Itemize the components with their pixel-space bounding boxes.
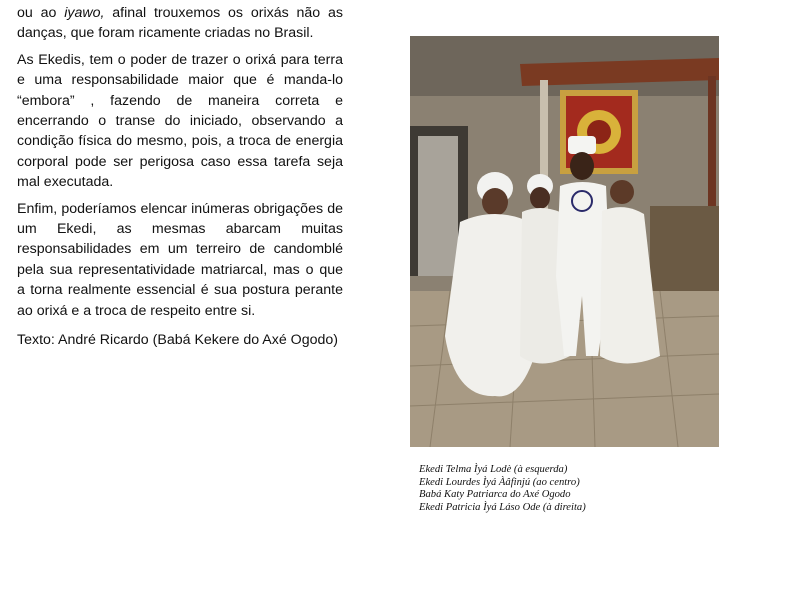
caption-line-2: Ekedi Lourdes Ìyá Àâfinjú (ao centro) (419, 476, 580, 488)
paragraph-2: As Ekedis, tem o poder de trazer o orixá para terra e uma responsabilidade maior que é manda-lo “embora” , fazendo de maneira correta e encerrando o transe do iniciado, observando a condição física do mesmo, pois, a troca de energia corporal pode ser perigosa caso essa tarefa seja mal executada. (17, 51, 343, 191)
photo-caption (419, 464, 739, 514)
canopy-post-right (708, 76, 716, 216)
group-photo (410, 36, 719, 447)
paragraph-1-end: afinal trouxemos os orixás não as danças, que foram ricamente criadas no Brasil. (17, 5, 343, 42)
caption-line-1: Ekedi Telma Ìyá Lodè (à esquerda) (419, 464, 568, 475)
paragraph-3: Enfim, poderíamos elencar inúmeras obrigações de um Ekedi, as mesmas abarcam muitas responsabilidades em um terreiro de candomblé pela sua representatividade matriarcal, mas o que a torna realmente essencial é sua postura perante ao orixá e a troca de respeito entre si. (17, 200, 343, 319)
article-text (17, 3, 343, 327)
caption-line-3: Babá Katy Patriarca do Axé Ogodo (419, 489, 571, 501)
caption-line-4: Ekedi Patricia Ìyá Láso Ode (à direita) (419, 501, 586, 513)
paragraph-1 (17, 3, 343, 44)
group-photo-illustration (410, 36, 719, 447)
door-light (418, 136, 458, 276)
paragraph-1-italic-term: iyawo, (64, 5, 105, 21)
text-credit: Texto: André Ricardo (Babá Kekere do Axé Ogodo) (17, 332, 338, 348)
paragraph-1-start: ou ao (17, 5, 65, 21)
